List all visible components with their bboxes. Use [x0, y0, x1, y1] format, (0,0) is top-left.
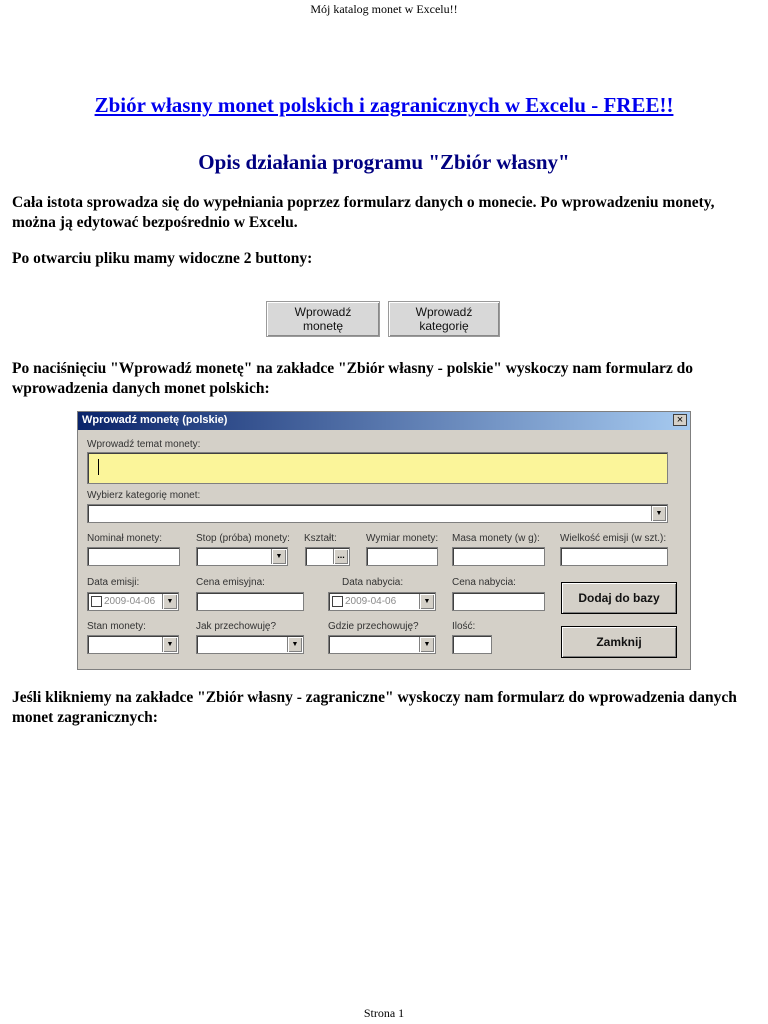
purchase-price-input[interactable]: [452, 592, 545, 611]
storage-where-select[interactable]: [328, 635, 436, 654]
issue-date-label: Data emisji:: [87, 577, 140, 588]
mintage-label: Wielkość emisji (w szt.):: [560, 533, 667, 544]
enter-coin-button[interactable]: [266, 301, 380, 337]
enter-coin-button-line2: monetę: [302, 319, 344, 333]
purchase-price-label: Cena nabycia:: [452, 577, 516, 588]
purchase-date-value: 2009-04-06: [345, 596, 397, 607]
nominal-input[interactable]: [87, 547, 180, 566]
paragraph-buttons: Po otwarciu pliku mamy widoczne 2 buttony:: [12, 250, 313, 267]
category-label: Wybierz kategorię monet:: [87, 490, 201, 501]
section-title: Opis działania programu "Zbiór własny": [198, 150, 570, 174]
chevron-down-icon[interactable]: ▼: [419, 594, 434, 609]
main-title-link[interactable]: Zbiór własny monet polskich i zagranicznych w Excelu - FREE!!: [94, 93, 674, 117]
running-header: Mój katalog monet w Excelu!!: [310, 2, 458, 16]
enter-category-button-line2: kategorię: [419, 319, 469, 333]
close-button[interactable]: Zamknij: [561, 626, 677, 658]
issue-date-picker[interactable]: [87, 592, 179, 611]
close-icon[interactable]: ×: [673, 414, 687, 426]
dialog-title: Wprowadź monetę (polskie): [82, 414, 228, 426]
chevron-down-icon[interactable]: ▼: [162, 637, 177, 652]
issue-date-value: 2009-04-06: [104, 596, 156, 607]
issue-price-input[interactable]: [196, 592, 304, 611]
purchase-date-label: Data nabycia:: [342, 577, 404, 588]
enter-category-button[interactable]: [388, 301, 500, 337]
page-footer: Strona 1: [363, 1006, 405, 1020]
purchase-date-picker[interactable]: [328, 592, 436, 611]
chevron-down-icon[interactable]: ▼: [271, 549, 286, 564]
enter-category-button-line1: Wprowadź: [415, 305, 473, 319]
shape-input[interactable]: [305, 547, 350, 566]
paragraph-polish-form: Po naciśnięciu "Wprowadź monetę" na zakładce "Zbiór własny - polskie" wyskoczy nam formularz do wprowadzenia danych monet polskich:: [12, 360, 693, 397]
issue-price-label: Cena emisyjna:: [196, 577, 265, 588]
storage-how-select[interactable]: [196, 635, 304, 654]
checkbox-icon[interactable]: [332, 596, 343, 607]
subject-input[interactable]: [87, 452, 668, 484]
chevron-down-icon[interactable]: ▼: [419, 637, 434, 652]
paragraph-intro: Cała istota sprowadza się do wypełniania poprzez formularz danych o monecie. Po wprowadzeniu monety, można ją edytować bezpośrednio w Excelu.: [12, 194, 715, 231]
nominal-label: Nominał monety:: [87, 533, 163, 544]
condition-label: Stan monety:: [87, 621, 146, 632]
paragraph-foreign-form: Jeśli klikniemy na zakładce "Zbiór własny - zagraniczne" wyskoczy nam formularz do wprowadzenia danych monet zagranicznych:: [12, 689, 737, 726]
dialog-titlebar[interactable]: [78, 412, 690, 430]
storage-where-label: Gdzie przechowuję?: [328, 621, 419, 632]
alloy-select[interactable]: [196, 547, 288, 566]
quantity-label: Ilość:: [452, 621, 476, 632]
shape-label: Kształt:: [304, 533, 337, 544]
chevron-down-icon[interactable]: ▼: [162, 594, 177, 609]
coin-entry-dialog: [77, 411, 691, 670]
checkbox-icon[interactable]: [91, 596, 102, 607]
chevron-down-icon[interactable]: ▼: [651, 506, 666, 521]
add-to-database-button[interactable]: Dodaj do bazy: [561, 582, 677, 614]
storage-how-label: Jak przechowuję?: [196, 621, 277, 632]
mintage-input[interactable]: [560, 547, 668, 566]
text-caret: [98, 459, 99, 475]
alloy-label: Stop (próba) monety:: [196, 533, 290, 544]
dimension-input[interactable]: [366, 547, 438, 566]
mass-input[interactable]: [452, 547, 545, 566]
quantity-input[interactable]: [452, 635, 492, 654]
enter-coin-button-line1: Wprowadź: [294, 305, 352, 319]
mass-label: Masa monety (w g):: [452, 533, 540, 544]
condition-select[interactable]: [87, 635, 179, 654]
ellipsis-icon[interactable]: ...: [333, 549, 348, 564]
subject-label: Wprowadź temat monety:: [87, 439, 201, 450]
dimension-label: Wymiar monety:: [366, 533, 439, 544]
chevron-down-icon[interactable]: ▼: [287, 637, 302, 652]
category-select[interactable]: [87, 504, 668, 523]
